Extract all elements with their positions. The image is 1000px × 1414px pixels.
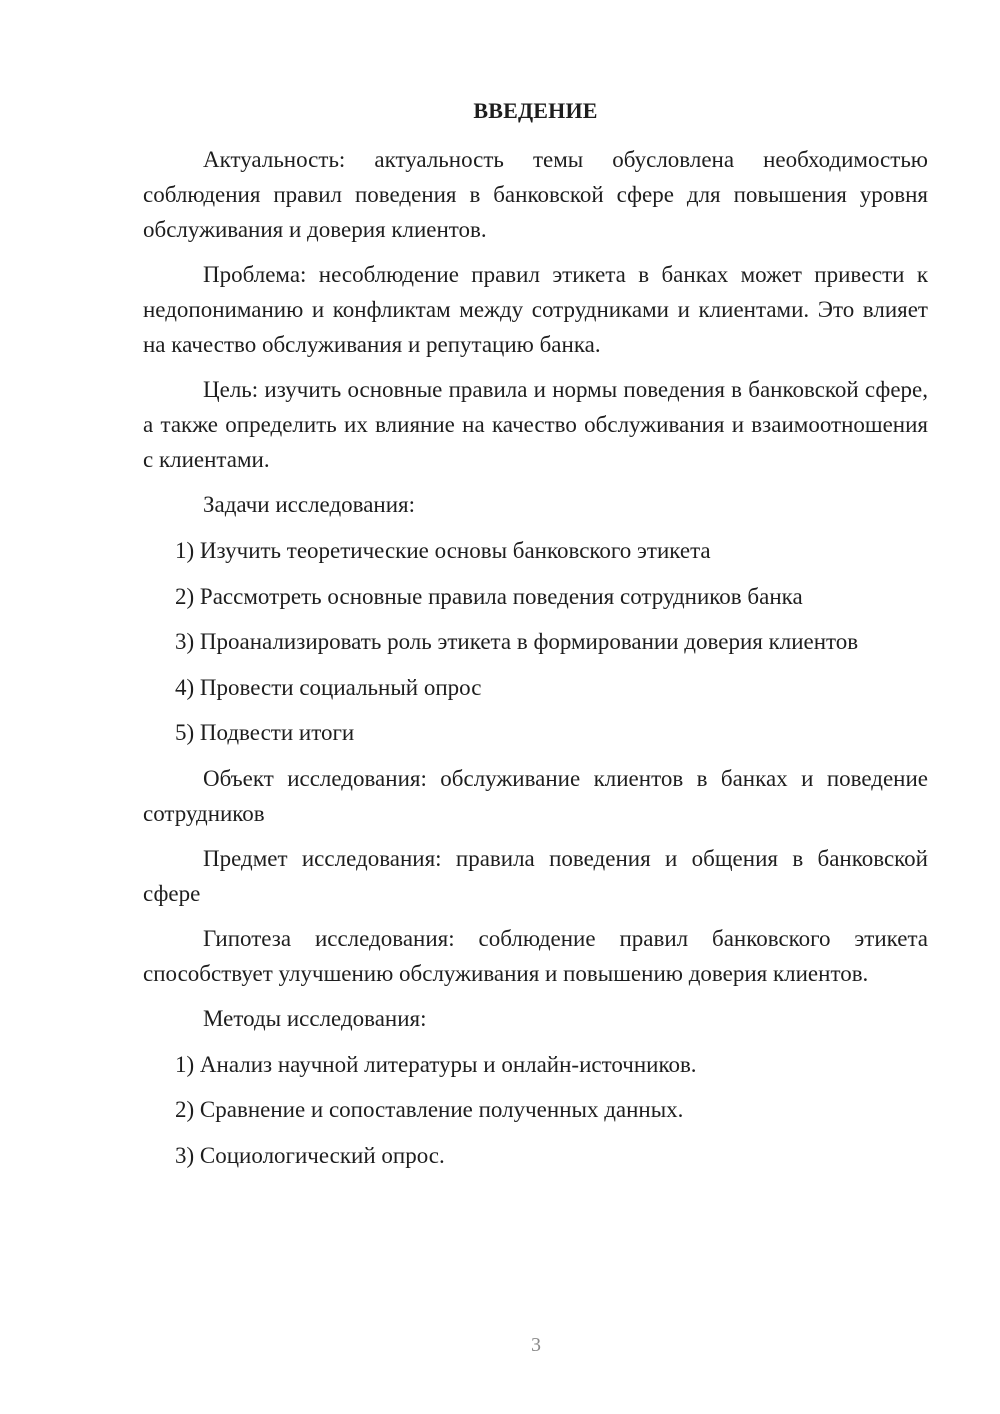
list-item: 3) Проанализировать роль этикета в формировании доверия клиентов <box>175 629 859 654</box>
list-item: 2) Сравнение и сопоставление полученных данных. <box>175 1097 684 1122</box>
list-item: 1) Анализ научной литературы и онлайн-источников. <box>175 1051 697 1077</box>
subject-paragraph: Предмет исследования: правила поведения и общения в банковской сфере <box>143 845 928 906</box>
relevance-paragraph: Актуальность: актуальность темы обусловлена необходимостью соблюдения правил поведения в банковской сфере для повышения уровня обслуживания и доверия клиентов. <box>143 147 928 242</box>
page-title: ВВЕДЕНИЕ <box>473 98 598 123</box>
tasks-heading: Задачи исследования: <box>203 492 416 517</box>
list-item: 2) Рассмотреть основные правила поведения сотрудников банка <box>175 583 803 609</box>
hypothesis-paragraph: Гипотеза исследования: соблюдение правил банковского этикета способствует улучшению обслуживания и повышению доверия клиентов. <box>143 925 928 986</box>
page-content <box>143 142 928 1183</box>
goal-paragraph: Цель: изучить основные правила и нормы поведения в банковской сфере, а также определить их влияние на качество обслуживания и взаимоотношения с клиентами. <box>143 377 928 472</box>
list-item: 1) Изучить теоретические основы банковского этикета <box>175 538 711 563</box>
problem-paragraph: Проблема: несоблюдение правил этикета в банках может привести к недопониманию и конфликтам между сотрудниками и клиентами. Это влияет на качество обслуживания и репутацию банка. <box>143 262 928 357</box>
methods-heading: Методы исследования: <box>203 1005 427 1031</box>
list-item: 4) Провести социальный опрос <box>175 674 482 700</box>
object-paragraph: Объект исследования: обслуживание клиентов в банках и поведение сотрудников <box>143 765 928 826</box>
list-item: 3) Социологический опрос. <box>175 1142 445 1168</box>
page-number: 3 <box>531 1334 541 1356</box>
list-item: 5) Подвести итоги <box>175 720 355 745</box>
